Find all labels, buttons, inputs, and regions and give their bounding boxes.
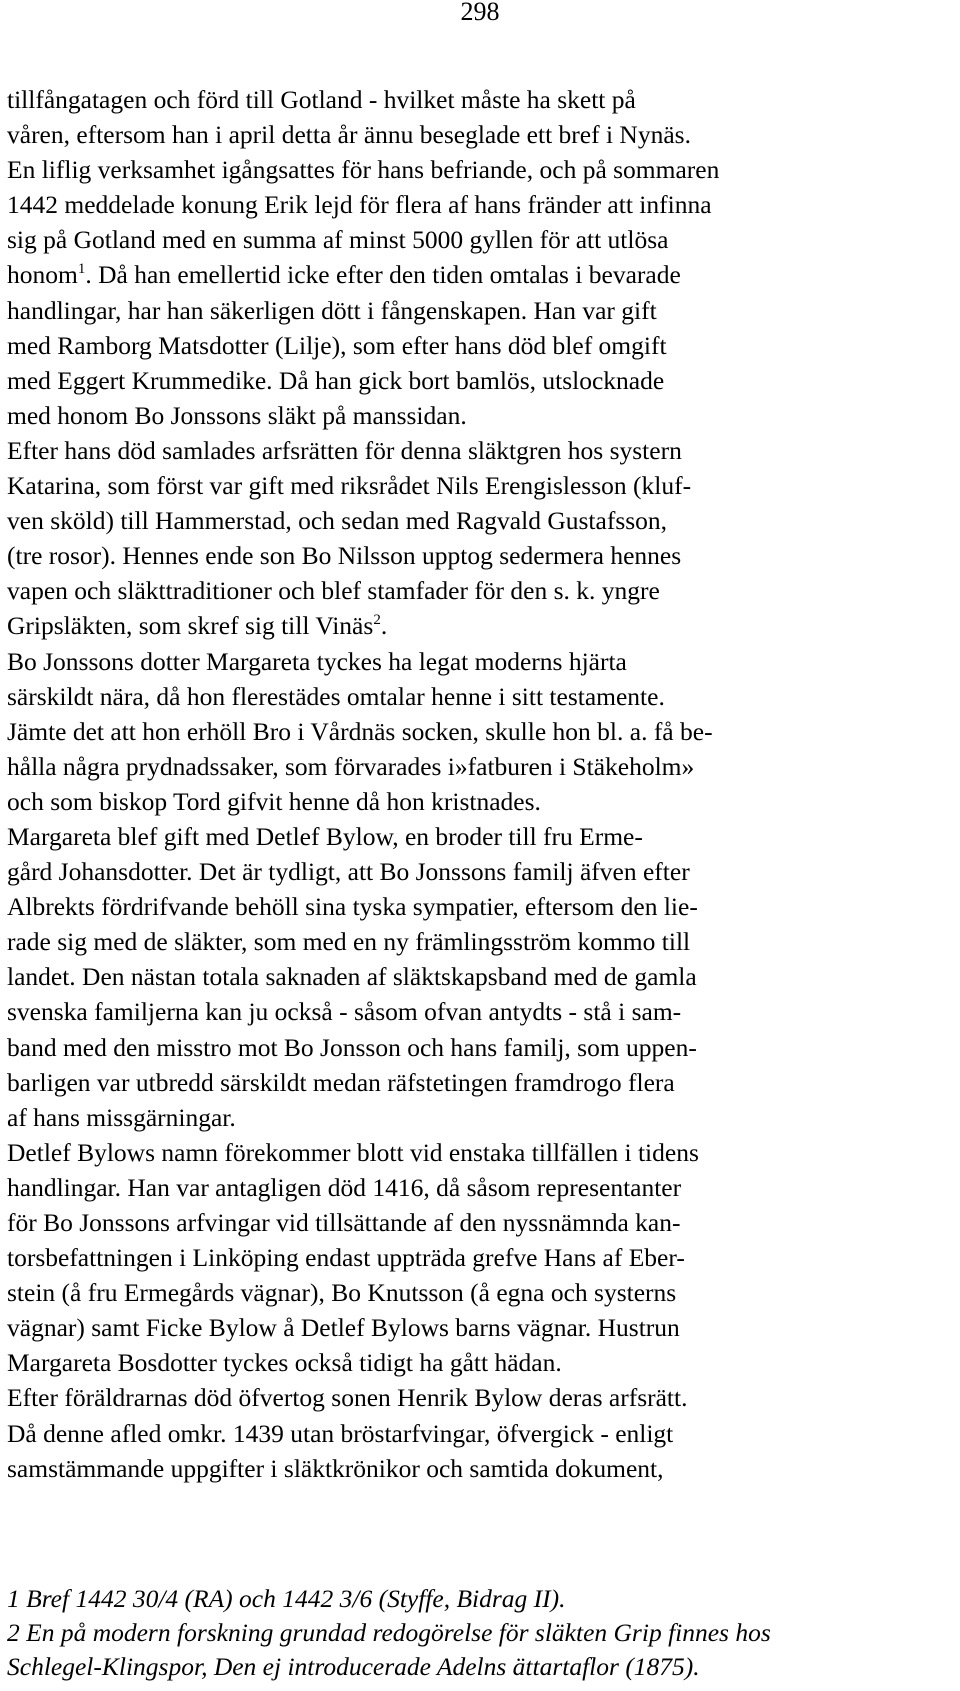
text-line xyxy=(7,679,957,714)
text-line xyxy=(7,117,957,152)
text-line xyxy=(7,924,957,959)
text-line-content: gård Johansdotter. Det är tydligt, att Bo Jonssons familj äfven efter xyxy=(7,857,690,887)
text-line-content: af hans missgärningar. xyxy=(7,1102,236,1132)
text-line-content: tillfångatagen och förd till Gotland - hvilket måste ha skett på xyxy=(7,85,636,114)
text-line xyxy=(7,1100,957,1135)
text-line xyxy=(7,1345,957,1380)
text-line-content: Gripsläkten, som skref sig till Vinäs xyxy=(7,611,374,641)
text-line-content: med Eggert Krummedike. Då han gick bort bamlös, utslocknade xyxy=(7,365,665,395)
text-line xyxy=(7,1065,957,1100)
text-line xyxy=(7,187,957,222)
text-line xyxy=(7,538,957,573)
text-line-content: Efter hans död samlades arfsrätten för denna släktgren hos systern xyxy=(7,435,682,465)
footnote-marker: 2 xyxy=(373,612,381,629)
text-line-content: Då denne afled omkr. 1439 utan bröstarfvingar, öfvergick - enligt xyxy=(7,1418,674,1448)
text-line xyxy=(7,1416,957,1451)
text-line xyxy=(7,1275,957,1310)
text-line-content: Albrekts fördrifvande behöll sina tyska sympatier, eftersom den lie- xyxy=(7,892,698,922)
text-line xyxy=(7,293,957,328)
text-line-content: samstämmande uppgifter i släktkrönikor och samtida dokument, xyxy=(7,1453,664,1483)
text-line-content: svenska familjerna kan ju också - såsom ofvan antydts - stå i sam- xyxy=(7,997,682,1027)
text-line-content: hålla några prydnadssaker, som förvarades i»fatburen i Stäkeholm» xyxy=(7,751,695,781)
text-line-content: Katarina, som först var gift med riksrådet Nils Erengislesson (kluf- xyxy=(7,471,692,501)
text-line xyxy=(7,714,957,749)
text-line-content: vapen och släkttraditioner och blef stamfader för den s. k. yngre xyxy=(7,576,660,606)
body-text xyxy=(7,82,957,1486)
text-line xyxy=(7,1030,957,1065)
text-line xyxy=(7,503,957,538)
text-line-content: (tre rosor). Hennes ende son Bo Nilsson upptog sedermera hennes xyxy=(7,541,682,571)
footnote-line: 1 Bref 1442 30/4 (RA) och 1442 3/6 (Styffe, Bidrag II). xyxy=(7,1584,566,1613)
text-line-content: med honom Bo Jonssons släkt på manssidan. xyxy=(7,400,467,430)
text-line-content: En liflig verksamhet igångsattes för hans befriande, och på sommaren xyxy=(7,155,720,185)
text-line-content: våren, eftersom han i april detta år ännu beseglade ett bref i Nynäs. xyxy=(7,120,691,150)
text-line-content: honom xyxy=(7,260,78,290)
text-line-content: och som biskop Tord gifvit henne då hon kristnades. xyxy=(7,786,541,816)
text-line xyxy=(7,994,957,1029)
text-line xyxy=(7,959,957,994)
text-line-content: Jämte det att hon erhöll Bro i Vårdnäs socken, skulle hon bl. a. få be- xyxy=(7,716,713,746)
text-line xyxy=(7,468,957,503)
text-line-content: stein (å fru Ermegårds vägnar), Bo Knutsson (å egna och systerns xyxy=(7,1278,677,1308)
text-line-content: för Bo Jonssons arfvingar vid tillsättande af den nyssnämnda kan- xyxy=(7,1208,681,1237)
text-line-continuation: . xyxy=(380,611,388,641)
text-line xyxy=(7,1135,957,1170)
text-line-content: med Ramborg Matsdotter (Lilje), som efter hans död blef omgift xyxy=(7,330,667,360)
text-line xyxy=(7,784,957,819)
text-line xyxy=(7,644,957,679)
text-line xyxy=(7,749,957,784)
text-line xyxy=(7,1451,957,1486)
text-line xyxy=(7,398,957,433)
text-line-content: Bo Jonssons dotter Margareta tyckes ha legat moderns hjärta xyxy=(7,646,627,676)
footnote-line: Schlegel-Klingspor, Den ej introducerade Adelns ättartaflor (1875). xyxy=(7,1652,700,1681)
text-line-content: landet. Den nästan totala saknaden af släktskapsband med de gamla xyxy=(7,962,697,992)
text-line-content: rade sig med de släkter, som med en ny främlingsström kommo till xyxy=(7,927,691,957)
text-line xyxy=(7,819,957,854)
footnotes xyxy=(7,1582,957,1684)
text-line xyxy=(7,854,957,889)
text-line xyxy=(7,363,957,398)
text-line xyxy=(7,573,957,608)
text-line xyxy=(7,608,957,643)
text-line xyxy=(7,889,957,924)
text-line-content: Efter föräldrarnas död öfvertog sonen Henrik Bylow deras arfsrätt. xyxy=(7,1383,688,1413)
text-line-continuation: . Då han emellertid icke efter den tiden omtalas i bevarade xyxy=(85,260,681,290)
page-number: 298 xyxy=(460,0,500,26)
text-line-content: vägnar) samt Ficke Bylow å Detlef Bylows barns vägnar. Hustrun xyxy=(7,1313,680,1343)
text-line xyxy=(7,1205,957,1240)
text-line-content: Detlef Bylows namn förekommer blott vid enstaka tillfällen i tidens xyxy=(7,1137,699,1167)
text-line-content: band med den misstro mot Bo Jonsson och hans familj, som uppen- xyxy=(7,1032,697,1062)
text-line-content: Margareta Bosdotter tyckes också tidigt ha gått hädan. xyxy=(7,1348,562,1378)
footnote-line: 2 En på modern forskning grundad redogörelse för släkten Grip finnes hos xyxy=(7,1618,771,1647)
text-line xyxy=(7,1310,957,1345)
text-line xyxy=(7,1170,957,1205)
footnote-marker: 1 xyxy=(77,261,86,278)
text-line xyxy=(7,152,957,187)
text-line-content: särskildt nära, då hon flerestädes omtalar henne i sitt testamente. xyxy=(7,681,665,711)
text-line-content: 1442 meddelade konung Erik lejd för flera af hans fränder att infinna xyxy=(7,190,712,220)
text-line xyxy=(7,433,957,468)
text-line-content: handlingar, har han säkerligen dött i fångenskapen. Han var gift xyxy=(7,295,657,325)
text-line-content: handlingar. Han var antagligen död 1416, då såsom representanter xyxy=(7,1172,682,1202)
text-line xyxy=(7,1240,957,1275)
text-line-content: torsbefattningen i Linköping endast uppträda grefve Hans af Eber- xyxy=(7,1243,685,1273)
text-line-content: Margareta blef gift med Detlef Bylow, en broder till fru Erme- xyxy=(7,821,643,851)
text-line xyxy=(7,1380,957,1415)
text-line-content: barligen var utbredd särskildt medan räfstetingen framdrogo flera xyxy=(7,1067,675,1097)
text-line xyxy=(7,257,957,292)
text-line xyxy=(7,328,957,363)
text-line xyxy=(7,82,957,117)
text-line-content: sig på Gotland med en summa af minst 5000 gyllen för att utlösa xyxy=(7,225,669,255)
text-line-content: ven sköld) till Hammerstad, och sedan med Ragvald Gustafsson, xyxy=(7,506,668,536)
text-line xyxy=(7,222,957,257)
